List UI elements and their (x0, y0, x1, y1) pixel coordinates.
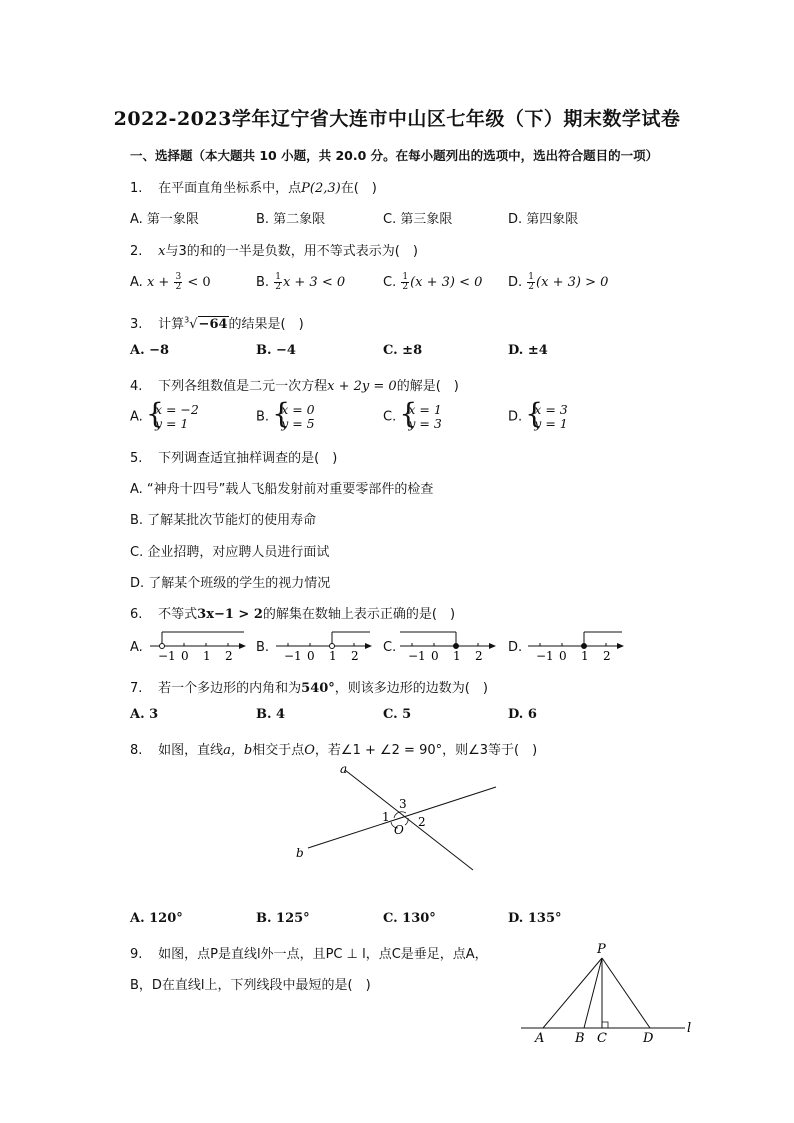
q7-option-a[interactable]: A. 3 (130, 707, 159, 722)
label-a: A (535, 1031, 545, 1046)
label-a: a (340, 762, 348, 776)
question-3: 3. 计算$^3$√−64的结果是( ) (130, 315, 304, 332)
label-b: B (575, 1031, 585, 1046)
q3-option-b[interactable]: B. −4 (256, 343, 296, 358)
tick-label: 2 (603, 649, 611, 663)
question-number: 1. (130, 181, 143, 196)
tick-label: 0 (181, 649, 189, 663)
section-heading: 一、选择题（本大题共 10 小题，共 20.0 分。在每小题列出的选项中，选出符合题目的一项） (130, 148, 659, 163)
q7-option-d[interactable]: D. 6 (508, 707, 537, 722)
q9-figure (515, 938, 700, 1048)
radicand: −64 (198, 317, 228, 332)
q8-figure (290, 758, 510, 873)
page-title: 2022-2023学年辽宁省大连市中山区七年级（下）期末数学试卷 (113, 108, 681, 130)
tick-label: −1 (408, 649, 426, 663)
open-dot (160, 644, 165, 649)
question-number: 8. (130, 743, 143, 758)
q6-number-line-c[interactable] (398, 628, 498, 664)
question-number: 5. (130, 451, 143, 466)
closed-dot (582, 644, 587, 649)
label-l: l (687, 1021, 692, 1036)
tick-label: 1 (329, 649, 337, 663)
label-p: P (597, 942, 606, 957)
q5-option-a[interactable]: A. “神舟十四号”载人飞船发射前对重要零部件的检查 (130, 482, 434, 497)
line-a (345, 770, 473, 870)
tick-label: −1 (536, 649, 554, 663)
q8-option-b[interactable]: B. 125° (256, 911, 310, 926)
tick-label: 2 (225, 649, 233, 663)
q4-option-a[interactable]: A. { x = −2 y = 1 (130, 397, 199, 431)
tick-label: 0 (431, 649, 439, 663)
tick-label: 2 (475, 649, 483, 663)
tick-label: 1 (453, 649, 461, 663)
label-b: b (296, 846, 304, 860)
tick-label: 0 (559, 649, 567, 663)
q5-option-d[interactable]: D. 了解某个班级的学生的视力情况 (130, 576, 331, 591)
q2-option-c[interactable]: C. $\frac{1}{2}$ (x + 3) < 0 (383, 272, 483, 292)
tick-label: −1 (158, 649, 176, 663)
q8-option-a[interactable]: A. 120° (130, 911, 183, 926)
q3-option-a[interactable]: A. −8 (130, 343, 170, 358)
question-8: 8. 如图，直线a，b相交于点O，若∠1 + ∠2 = 90°，则∠3等于( ) (130, 743, 538, 758)
open-dot (330, 644, 335, 649)
q5-option-b[interactable]: B. 了解某批次节能灯的使用寿命 (130, 513, 317, 528)
tick-label: 2 (351, 649, 359, 663)
question-number: 7. (130, 681, 143, 696)
question-6: 6. 不等式3x−1 > 2的解集在数轴上表示正确的是( ) (130, 607, 456, 622)
angle-1-label: 1 (382, 810, 390, 824)
question-1: 1. 在平面直角坐标系中，点P(2,3)在( ) (130, 181, 377, 196)
q5-option-c[interactable]: C. 企业招聘，对应聘人员进行面试 (130, 545, 330, 560)
q1-option-c[interactable]: C. 第三象限 (383, 212, 453, 227)
question-number: 6. (130, 607, 143, 622)
label-d: D (643, 1031, 654, 1046)
q2-option-b[interactable]: B. $\frac{1}{2}$ x + 3 < 0 (256, 272, 346, 292)
q1-option-d[interactable]: D. 第四象限 (508, 212, 579, 227)
q8-option-c[interactable]: C. 130° (383, 911, 436, 926)
tick-label: 1 (203, 649, 211, 663)
label-c: C (597, 1031, 607, 1046)
q6-number-line-d[interactable] (526, 628, 626, 664)
question-number: 3. (130, 317, 143, 332)
q3-option-d[interactable]: D. ±4 (508, 343, 548, 358)
q1-option-a[interactable]: A. 第一象限 (130, 212, 199, 227)
tick-label: 0 (307, 649, 315, 663)
q2-option-d[interactable]: D. $\frac{1}{2}$ (x + 3) > 0 (508, 272, 609, 292)
q4-option-c[interactable]: C. { x = 1 y = 3 (383, 397, 442, 431)
q7-option-b[interactable]: B. 4 (256, 707, 286, 722)
q3-option-c[interactable]: C. ±8 (383, 343, 423, 358)
question-9-continued: B，D在直线l上，下列线段中最短的是( ) (130, 978, 371, 993)
label-o: O (394, 823, 404, 837)
q6-option-b-label[interactable]: B. (256, 640, 270, 655)
question-number: 9. (130, 947, 143, 962)
q7-option-c[interactable]: C. 5 (383, 707, 412, 722)
q4-option-b[interactable]: B. { x = 0 y = 5 (256, 397, 315, 431)
question-7: 7. 若一个多边形的内角和为540°，则该多边形的边数为( ) (130, 681, 488, 696)
question-number: 4. (130, 379, 143, 394)
angle-2-label: 2 (418, 815, 426, 829)
q4-option-d[interactable]: D. { x = 3 y = 1 (508, 397, 568, 431)
question-4: 4. 下列各组数值是二元一次方程x + 2y = 0的解是( ) (130, 379, 459, 394)
q8-option-d[interactable]: D. 135° (508, 911, 562, 926)
closed-dot (454, 644, 459, 649)
q6-number-line-b[interactable] (274, 628, 374, 664)
tick-label: 1 (581, 649, 589, 663)
q2-option-a[interactable]: A. x + $\frac{3}{2}$ < 0 (130, 272, 211, 292)
question-5: 5. 下列调查适宜抽样调查的是( ) (130, 451, 338, 466)
question-number: 2. (130, 244, 143, 259)
q6-option-d-label[interactable]: D. (508, 640, 523, 655)
q6-option-a-label[interactable]: A. (130, 640, 143, 655)
question-9: 9. 如图，点P是直线l外一点，且PC ⊥ l，点C是垂足，点A， (130, 947, 488, 962)
q1-option-b[interactable]: B. 第二象限 (256, 212, 326, 227)
tick-label: −1 (284, 649, 302, 663)
segment-pd (602, 958, 650, 1028)
right-angle-mark (602, 1022, 608, 1028)
angle-3-label: 3 (399, 797, 407, 811)
q6-option-c-label[interactable]: C. (383, 640, 397, 655)
q6-number-line-a[interactable] (148, 628, 248, 664)
question-2: 2. x与3的和的一半是负数，用不等式表示为( ) (130, 244, 418, 259)
